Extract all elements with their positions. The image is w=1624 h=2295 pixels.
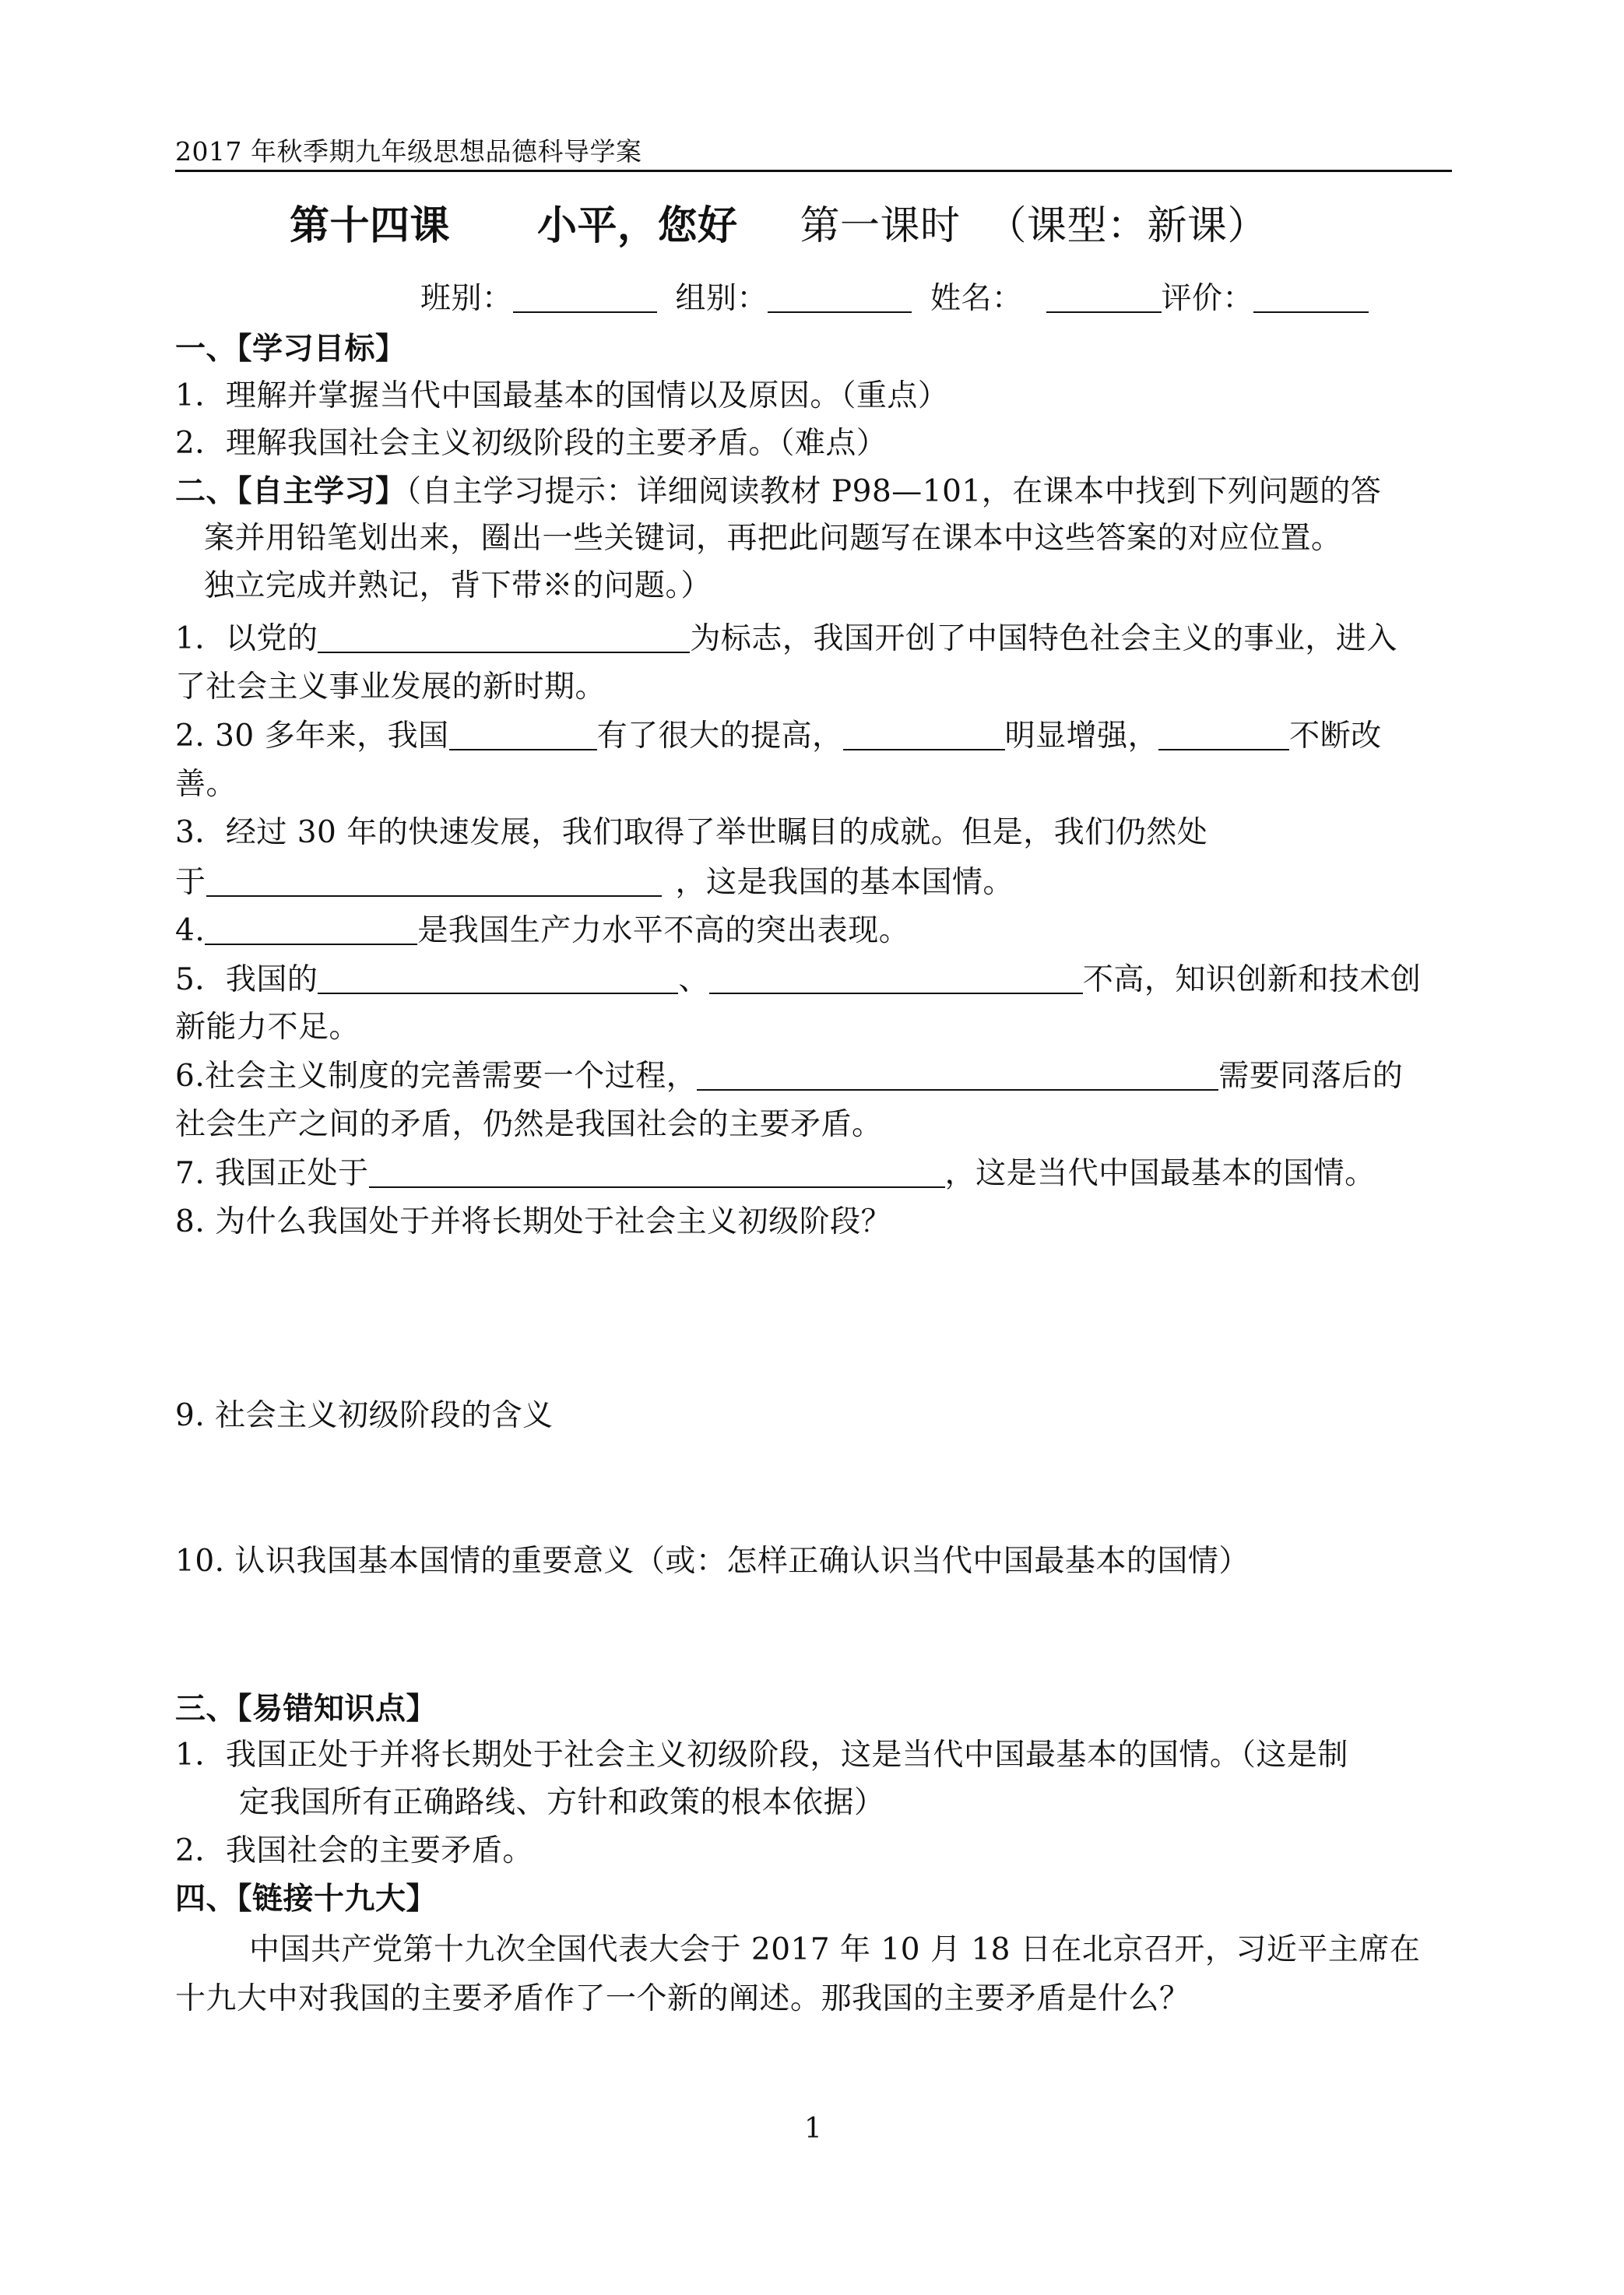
question-5	[175, 960, 1421, 1000]
answer-blank[interactable]	[709, 960, 1083, 994]
question-text: 1．以党的	[175, 621, 318, 656]
question-9: 9. 社会主义初级阶段的含义	[175, 1398, 554, 1433]
section-heading-objectives: 一、【学习目标】	[175, 331, 406, 367]
lesson-number: 第十四课	[290, 202, 451, 249]
answer-blank[interactable]	[318, 960, 678, 994]
self-study-heading-row	[175, 472, 1381, 511]
question-text: 2. 30 多年来，我国	[175, 719, 449, 754]
group-label: 组别：	[675, 281, 768, 316]
answer-blank[interactable]	[206, 863, 662, 897]
question-6-cont: 社会生产之间的矛盾，仍然是我国社会的主要矛盾。	[175, 1107, 883, 1142]
lesson-title	[290, 201, 1267, 251]
objective-item: 1．理解并掌握当代中国最基本的国情以及原因。（重点）	[175, 378, 949, 413]
question-text: 明显增强，	[1004, 719, 1159, 754]
class-label: 班别：	[420, 281, 513, 316]
document-header: 2017 年秋季期九年级思想品德科导学案	[175, 136, 642, 167]
question-text: 是我国生产力水平不高的突出表现。	[417, 913, 910, 948]
answer-blank[interactable]	[843, 716, 1005, 750]
congress-paragraph-cont: 十九大中对我国的主要矛盾作了一个新的阐述。那我国的主要矛盾是什么？	[175, 1981, 1190, 2016]
question-text: 7. 我国正处于	[175, 1156, 369, 1191]
question-1-cont: 了社会主义事业发展的新时期。	[175, 670, 606, 705]
question-text: 4.	[175, 913, 206, 948]
question-8: 8. 为什么我国处于并将长期处于社会主义初级阶段？	[175, 1204, 892, 1239]
question-4	[175, 911, 909, 951]
answer-blank[interactable]	[449, 716, 597, 750]
self-study-hint-line: 独立完成并熟记，背下带※的问题。）	[204, 568, 712, 603]
question-text: 为标志，我国开创了中国特色社会主义的事业，进入	[690, 621, 1397, 656]
answer-blank[interactable]	[369, 1154, 945, 1188]
question-2-cont: 善。	[175, 767, 237, 802]
question-text: 有了很大的提高，	[596, 719, 843, 754]
section-heading-self-study: 二、【自主学习】	[175, 473, 406, 509]
answer-blank[interactable]	[697, 1056, 1218, 1091]
self-study-hint: （自主学习提示：详细阅读教材 P98—101，在课本中找到下列问题的答	[406, 474, 1382, 509]
page-number: 1	[804, 2113, 822, 2145]
question-6	[175, 1056, 1403, 1096]
eval-field[interactable]	[1253, 279, 1369, 313]
section-heading-common-mistakes: 三、【易错知识点】	[175, 1691, 438, 1727]
question-5-cont: 新能力不足。	[175, 1010, 360, 1045]
lesson-type: （课型：新课）	[986, 203, 1268, 249]
mistake-item: 1．我国正处于并将长期处于社会主义初级阶段，这是当代中国最基本的国情。（这是制	[175, 1738, 1348, 1773]
student-info-row	[420, 279, 1369, 318]
eval-label: 评价：	[1161, 281, 1254, 316]
self-study-hint-line: 案并用铅笔划出来，圈出一些关键词，再把此问题写在课本中这些答案的对应位置。	[204, 521, 1342, 556]
question-10: 10. 认识我国基本国情的重要意义（或：怎样正确认识当代中国最基本的国情）	[175, 1544, 1250, 1579]
question-2	[175, 716, 1382, 756]
question-text: 6.社会主义制度的完善需要一个过程，	[175, 1059, 698, 1094]
question-text: 不高，知识创新和技术创	[1082, 962, 1422, 997]
question-text: 、	[678, 962, 709, 997]
question-text: ，这是当代中国最基本的国情。	[944, 1156, 1376, 1191]
lesson-topic: 小平，您好	[537, 202, 738, 249]
mistake-item-cont: 定我国所有正确路线、方针和政策的根本依据）	[239, 1785, 885, 1820]
question-3-cont	[175, 863, 1014, 902]
question-text: 不断改	[1289, 719, 1382, 754]
header-rule	[175, 170, 1452, 172]
name-label: 姓名：	[930, 281, 1023, 316]
objective-item: 2．理解我国社会主义初级阶段的主要矛盾。（难点）	[175, 426, 888, 461]
section-heading-19th-congress: 四、【链接十九大】	[175, 1881, 438, 1917]
group-field[interactable]	[768, 279, 912, 313]
name-field[interactable]	[1046, 279, 1162, 313]
mistake-item: 2．我国社会的主要矛盾。	[175, 1833, 533, 1868]
question-text: 于	[175, 865, 206, 900]
class-field[interactable]	[513, 279, 657, 313]
question-text: ，这是我国的基本国情。	[675, 865, 1014, 900]
question-3: 3．经过 30 年的快速发展，我们取得了举世瞩目的成就。但是，我们仍然处	[175, 815, 1208, 850]
answer-blank[interactable]	[1158, 716, 1289, 750]
answer-blank[interactable]	[205, 911, 417, 945]
lesson-period: 第一课时	[800, 203, 961, 249]
answer-blank[interactable]	[318, 619, 690, 653]
question-text: 5．我国的	[175, 962, 318, 997]
question-1	[175, 619, 1397, 659]
question-7	[175, 1154, 1376, 1193]
congress-paragraph: 中国共产党第十九次全国代表大会于 2017 年 10 月 18 日在北京召开，习近平主席在	[249, 1932, 1421, 1967]
question-text: 需要同落后的	[1218, 1059, 1404, 1094]
